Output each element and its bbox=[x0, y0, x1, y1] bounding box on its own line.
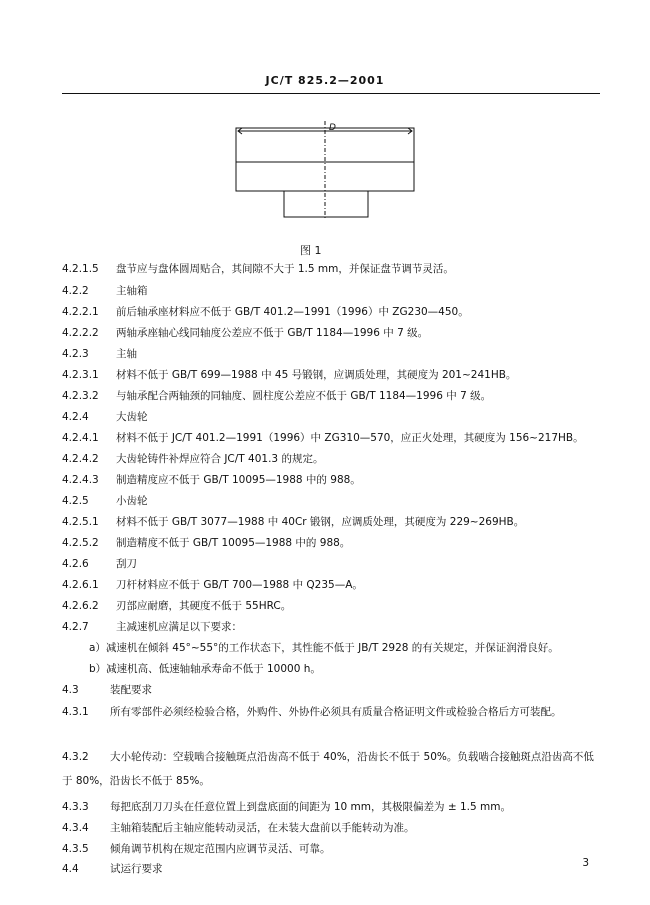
figure-1-drawing bbox=[230, 118, 420, 220]
clause-number: 4.2.6.2 bbox=[62, 600, 99, 612]
clause-text: 制造精度不低于 GB/T 10095—1988 中的 988。 bbox=[116, 537, 351, 549]
clause-line bbox=[62, 821, 602, 835]
clause-text: 主轴箱装配后主轴应能转动灵活，在未装大盘前以手能转动为准。 bbox=[110, 822, 415, 834]
page-number: 3 bbox=[582, 857, 589, 869]
clause-number: 4.2.4.1 bbox=[62, 432, 99, 444]
clause-number: 4.3.1 bbox=[62, 706, 89, 718]
clause-number: 4.2.4.3 bbox=[62, 474, 99, 486]
clause-line bbox=[62, 452, 602, 466]
clause-line bbox=[62, 557, 602, 571]
clause-paragraph bbox=[62, 700, 604, 724]
clause-text: 前后轴承座材料应不低于 GB/T 401.2—1991（1996）中 ZG230—450。 bbox=[116, 306, 469, 318]
clause-text: 刀杆材料应不低于 GB/T 700—1988 中 Q235—A。 bbox=[116, 579, 363, 591]
clause-line bbox=[62, 326, 602, 340]
clause-number: 4.2.3 bbox=[62, 348, 89, 360]
clause-number: 4.2.6 bbox=[62, 558, 89, 570]
list-item: a）减速机在倾斜 45°~55°的工作状态下，其性能不低于 JB/T 2928 的有关规定，并保证润滑良好。 bbox=[89, 642, 559, 654]
clause-text: 盘节应与盘体圆周贴合，其间隙不大于 1.5 mm，并保证盘节调节灵活。 bbox=[116, 263, 454, 275]
clause-paragraph bbox=[62, 745, 604, 793]
clause-line bbox=[62, 389, 602, 403]
section-title: 试运行要求 bbox=[110, 863, 163, 875]
clause-text: 大小轮传动：空载啮合接触斑点沿齿高不低于 40%，沿齿长不低于 50%。负载啮合接触斑点沿齿高不低于 80%，沿齿长不低于 85%。 bbox=[62, 751, 594, 787]
clause-text: 材料不低于 GB/T 699—1988 中 45 号锻钢，应调质处理，其硬度为 201~241HB。 bbox=[116, 369, 517, 381]
standard-code-header: JC/T 825.2—2001 bbox=[265, 74, 385, 87]
clause-number: 4.2.5.1 bbox=[62, 516, 99, 528]
clause-line bbox=[62, 347, 602, 361]
clause-number: 4.2.2 bbox=[62, 285, 89, 297]
clause-text: 小齿轮 bbox=[116, 495, 148, 507]
clause-text: 制造精度应不低于 GB/T 10095—1988 中的 988。 bbox=[116, 474, 361, 486]
clause-number: 4.2.7 bbox=[62, 621, 89, 633]
clause-text: 主减速机应满足以下要求： bbox=[116, 621, 242, 633]
clause-text: 倾角调节机构在规定范围内应调节灵活、可靠。 bbox=[110, 843, 331, 855]
dimension-label: D bbox=[329, 123, 336, 133]
section-number: 4.4 bbox=[62, 863, 79, 875]
clause-text: 材料不低于 GB/T 3077—1988 中 40Cr 锻钢，应调质处理，其硬度为 229~269HB。 bbox=[116, 516, 525, 528]
clause-number: 4.2.6.1 bbox=[62, 579, 99, 591]
clause-number: 4.2.5 bbox=[62, 495, 89, 507]
section-title: 装配要求 bbox=[110, 684, 152, 696]
clause-number: 4.3.5 bbox=[62, 843, 89, 855]
clause-text: 材料不低于 JC/T 401.2—1991（1996）中 ZG310—570，应正火处理，其硬度为 156~217HB。 bbox=[116, 432, 584, 444]
clause-number: 4.2.5.2 bbox=[62, 537, 99, 549]
clause-line bbox=[62, 410, 602, 424]
clause-number: 4.2.2.1 bbox=[62, 306, 99, 318]
header-rule bbox=[62, 93, 600, 94]
clause-line bbox=[62, 536, 602, 550]
section-heading bbox=[62, 683, 602, 697]
clause-line bbox=[62, 620, 602, 634]
section-number: 4.3 bbox=[62, 684, 79, 696]
clause-text: 大齿轮铸件补焊应符合 JC/T 401.3 的规定。 bbox=[116, 453, 324, 465]
clause-line bbox=[62, 473, 602, 487]
clause-text: 刮刀 bbox=[116, 558, 137, 570]
clause-line bbox=[62, 305, 602, 319]
clause-text: 两轴承座轴心线同轴度公差应不低于 GB/T 1184—1996 中 7 级。 bbox=[116, 327, 429, 339]
clause-number: 4.2.3.2 bbox=[62, 390, 99, 402]
clause-line bbox=[62, 368, 602, 382]
hub bbox=[284, 191, 368, 217]
clause-text: 每把底刮刀刀头在任意位置上到盘底面的间距为 10 mm，其极限偏差为 ± 1.5 mm。 bbox=[110, 801, 511, 813]
clause-line bbox=[62, 431, 602, 445]
clause-text: 刃部应耐磨，其硬度不低于 55HRC。 bbox=[116, 600, 292, 612]
clause-line bbox=[62, 515, 602, 529]
clause-number: 4.2.4 bbox=[62, 411, 89, 423]
clause-number: 4.2.2.2 bbox=[62, 327, 99, 339]
section-heading bbox=[62, 862, 602, 876]
clause-line bbox=[62, 578, 602, 592]
clause-text: 主轴箱 bbox=[116, 285, 148, 297]
clause-line bbox=[62, 262, 602, 276]
clause-number: 4.2.3.1 bbox=[62, 369, 99, 381]
clause-number: 4.3.2 bbox=[62, 751, 89, 763]
clause-line bbox=[62, 284, 602, 298]
clause-text: 大齿轮 bbox=[116, 411, 148, 423]
clause-line bbox=[62, 800, 602, 814]
figure-caption: 图 1 bbox=[300, 244, 322, 257]
clause-text: 主轴 bbox=[116, 348, 137, 360]
list-item: b）减速机高、低速轴轴承寿命不低于 10000 h。 bbox=[89, 663, 321, 675]
clause-line bbox=[62, 494, 602, 508]
clause-line bbox=[62, 842, 602, 856]
clause-number: 4.2.1.5 bbox=[62, 263, 99, 275]
clause-text: 所有零部件必须经检验合格，外购件、外协件必须具有质量合格证明文件或检验合格后方可装配。 bbox=[110, 706, 562, 718]
clause-number: 4.3.4 bbox=[62, 822, 89, 834]
clause-text: 与轴承配合两轴颈的同轴度、圆柱度公差应不低于 GB/T 1184—1996 中 7 级。 bbox=[116, 390, 492, 402]
clause-number: 4.2.4.2 bbox=[62, 453, 99, 465]
clause-line bbox=[62, 599, 602, 613]
clause-number: 4.3.3 bbox=[62, 801, 89, 813]
